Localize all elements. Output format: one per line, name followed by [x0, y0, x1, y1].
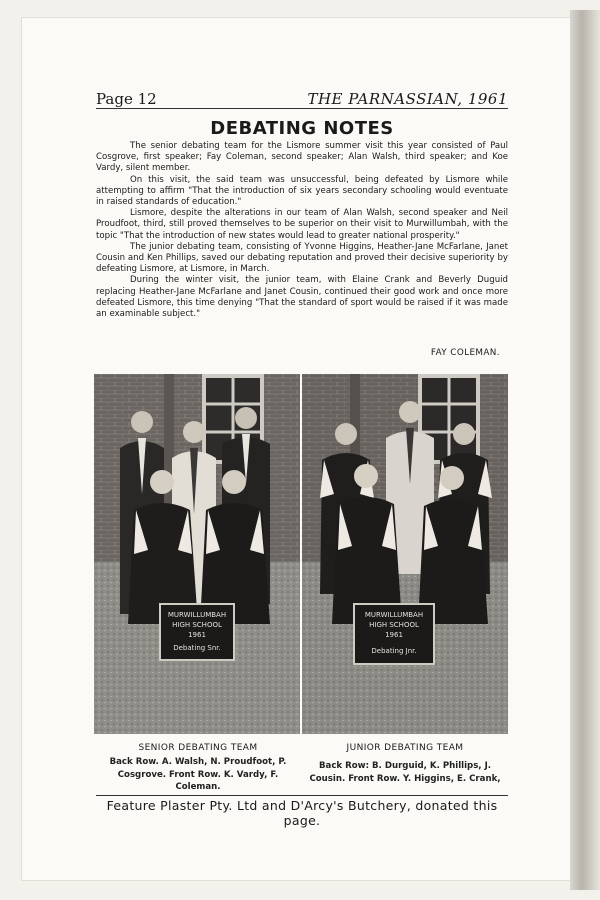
article-title: DEBATING NOTES [210, 118, 394, 139]
junior-caption-text: Back Row: B. Durguid, K. Phillips, J. Cousin. Front Row. Y. Higgins, E. Crank, [309, 761, 501, 784]
paragraph: The senior debating team for the Lismore summer visit this year consisted of Paul Cosgrove, first speaker; Fay Coleman, second speaker; Alan Walsh, third speaker; and Koe Vardy, silent member. [96, 141, 508, 174]
masthead: THE PARNASSIAN, 1961 [307, 90, 508, 108]
author-signature: FAY COLEMAN. [430, 348, 500, 358]
board-line: Debating Snr. [173, 644, 221, 652]
paragraph: During the winter visit, the junior team, with Elaine Crank and Beverly Duguid replacing Heather-Jane McFarlane and Janet Cousin, continued their good work and once more defeated Lismore, this time denying "That the standard of sport would be raised if it was made an examinable subject." [96, 275, 508, 320]
junior-caption-heading: JUNIOR DEBATING TEAM [346, 743, 464, 753]
senior-caption-text: Back Row. A. Walsh, N. Proudfoot, P. Cosgrove. Front Row. K. Vardy, F. Coleman. [109, 757, 287, 792]
board-line: MURWILLUMBAH [167, 611, 227, 619]
article-body [96, 141, 508, 320]
footer-credit: Feature Plaster Pty. Ltd and D'Arcy's Butchery, donated this page. [106, 798, 498, 828]
page-edge [570, 10, 600, 890]
board-line: 1961 [188, 631, 206, 639]
senior-caption-heading: SENIOR DEBATING TEAM [138, 743, 258, 753]
page-header [96, 86, 508, 109]
senior-team-photo [94, 374, 300, 734]
board-line: HIGH SCHOOL [369, 621, 419, 629]
board-line: Debating Jnr. [371, 647, 417, 655]
page-number: Page 12 [96, 90, 157, 108]
footer-divider [96, 795, 508, 796]
board-line: HIGH SCHOOL [172, 621, 222, 629]
junior-team-photo [302, 374, 508, 734]
paragraph: Lismore, despite the alterations in our team of Alan Walsh, second speaker and Neil Proudfoot, third, still proved themselves to be superior on their visit to Murwillumbah, with the topic "That the introduction of new states would lead to greater national prosperity." [96, 208, 508, 241]
board-line: MURWILLUMBAH [364, 611, 424, 619]
board-line: 1961 [385, 631, 403, 639]
paragraph: On this visit, the said team was unsuccessful, being defeated by Lismore while attempting to affirm "That the introduction of six years secondary schooling would eventuate in raised standards of education." [96, 174, 508, 208]
paragraph: The junior debating team, consisting of Yvonne Higgins, Heather-Jane McFarlane, Janet Cousin and Ken Phillips, saved our debating reputation and proved their decisive superiority by defeating Lismore, at Lismore, in March. [96, 241, 508, 275]
